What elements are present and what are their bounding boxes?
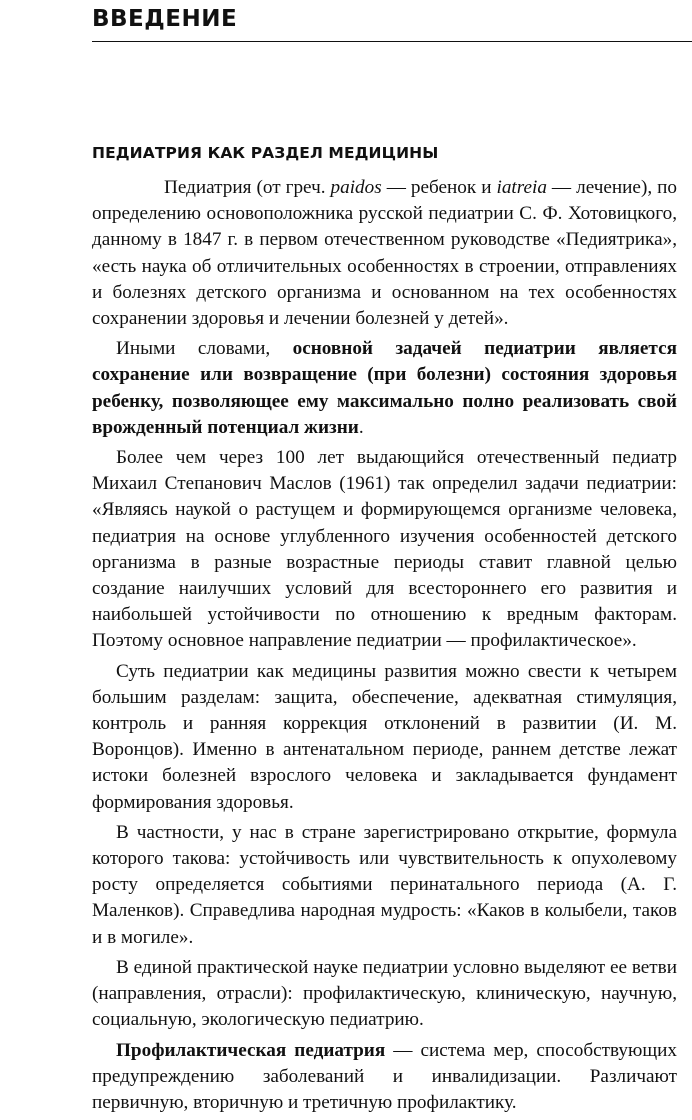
term-paidos: paidos — [330, 177, 382, 198]
term-iatreia: iatreia — [496, 177, 547, 198]
body-text — [92, 175, 677, 1120]
paragraph-1-text-3: — лечение), по определению основоположника русской педиатрии С. Ф. Хотовицкого, данному в 1847 г. в первом отечественном руководстве «Педиятрика», «есть наука об отличительных особенностях в строении, отправлениях и болезнях детского организма и основанном на тех особенностях сохранении здоровья и лечении болезней у детей». — [92, 177, 677, 330]
paragraph-4: Суть педиатрии как медицины развития можно свести к четырем большим разделам: защита, обеспечение, адекватная стимуляция, контроль и ранняя коррекция отклонений в развитии (И. М. Воронцов). Именно в антенатальном периоде, раннем детстве лежат истоки болезней взрослого человека и закладывается фундамент формирования здоровья. — [92, 660, 677, 813]
paragraph-2-emphasis: основной задачей педиатрии является сохранение или возвращение (при болезни) состояния здоровья ребенку, позволяющее ему максимально полно реализовать свой врожденный потенциал жизни — [92, 338, 677, 438]
paragraph-7-text-1: — система мер, способствующих предупреждению заболеваний и инвалидизации. Различают первичную, вторичную и третичную профилактику. — [92, 1039, 677, 1113]
paragraph-6: В единой практической науке педиатрии условно выделяют ее ветви (направления, отрасли): профилактическую, клиническую, научную, социальную, экологическую педиатрию. — [92, 956, 677, 1031]
term-preventive-pediatrics: Профилактическая педиатрия — [116, 1039, 386, 1061]
paragraph-3: Более чем через 100 лет выдающийся отечественный педиатр Михаил Степанович Маслов (1961) так определил задачи педиатрии: «Являясь наукой о растущем и формирующемся организме человека, педиатрия на основе углубленного изучения особенностей детского организма в разные возрастные периоды ставит главной целью создание наилучших условий для всестороннего его развития и наибольшей устойчивости по отношению к вредным факторам. Поэтому основное направление педиатрии — профилактическое». — [92, 447, 677, 652]
paragraph-2 — [92, 336, 677, 441]
paragraph-1-text-1: Педиатрия (от греч. — [164, 177, 331, 198]
chapter-title: ВВЕДЕНИЕ — [92, 6, 238, 32]
chapter-title-rule — [92, 41, 692, 42]
paragraph-2-text-2: . — [358, 416, 364, 438]
section-title: ПЕДИАТРИЯ КАК РАЗДЕЛ МЕДИЦИНЫ — [92, 144, 439, 162]
paragraph-7 — [92, 1038, 677, 1117]
paragraph-5: В частности, у нас в стране зарегистрировано открытие, формула которого такова: устойчивость или чувствительность к опухолевому росту определяется событиями перинатального периода (А. Г. Маленков). Справедлива народная мудрость: «Каков в колыбели, таков и в могиле». — [92, 821, 677, 948]
paragraph-1-text-2: — ребенок и — [381, 177, 497, 198]
paragraph-1 — [92, 175, 677, 332]
paragraph-2-text-1: Иными словами, — [116, 338, 293, 360]
